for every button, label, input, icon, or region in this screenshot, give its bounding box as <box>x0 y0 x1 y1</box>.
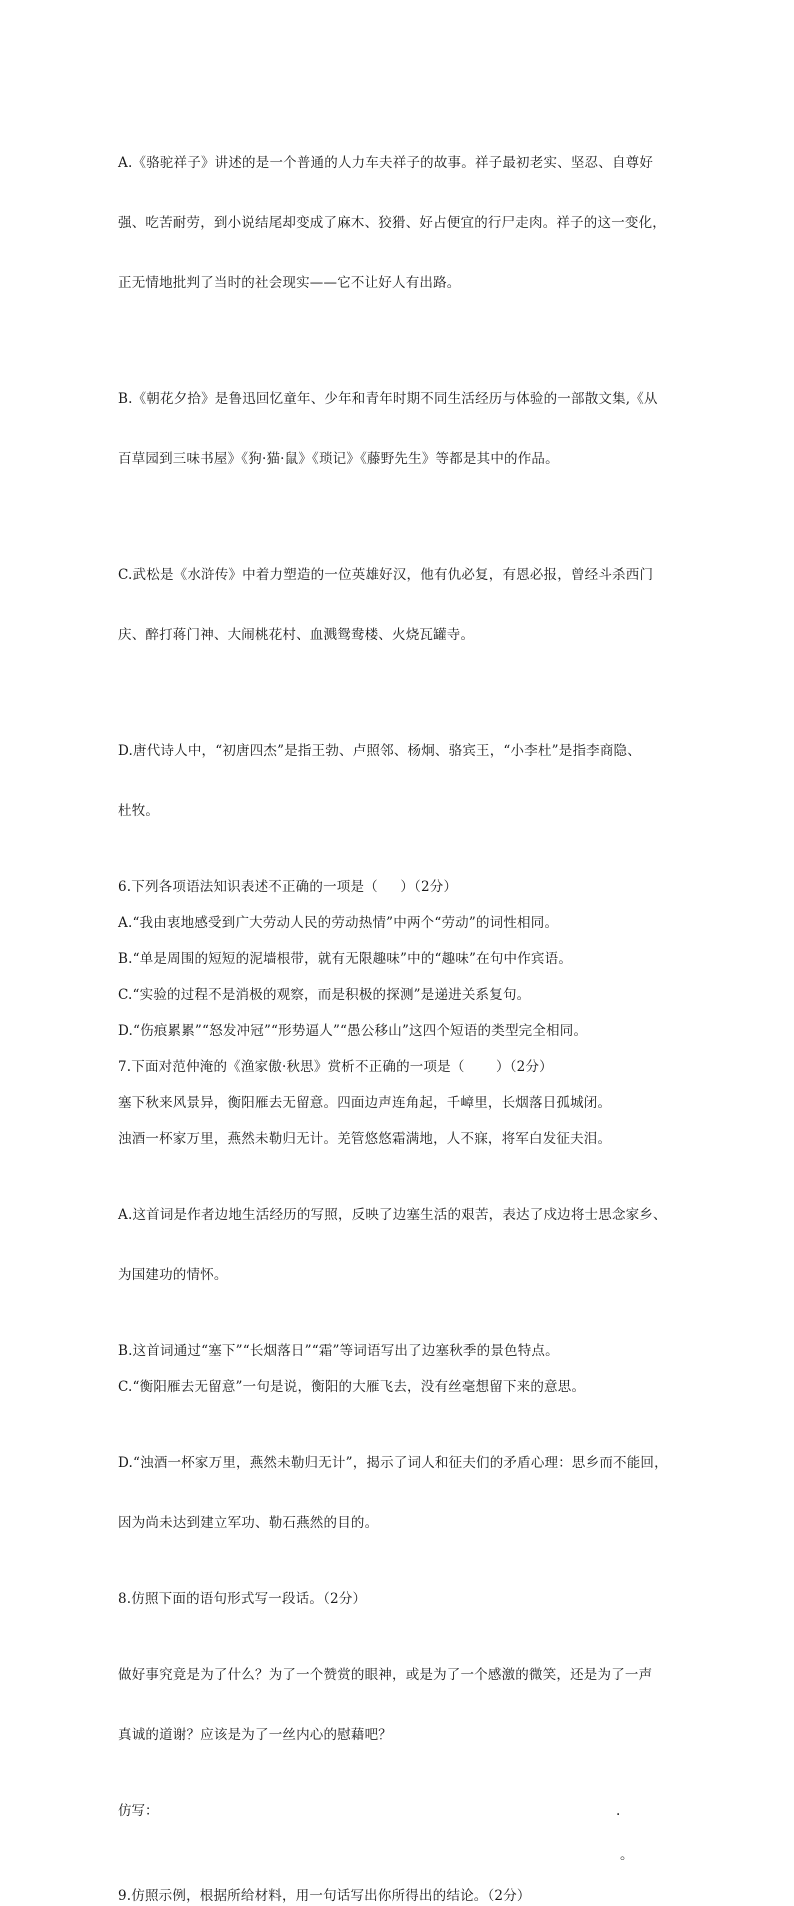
q7-poem-line-2: 浊酒一杯家万里，燕然未勒归无计。羌管悠悠霜满地，人不寐，将军白发征夫泪。 <box>118 1131 612 1147</box>
q5-option-a <box>118 113 676 333</box>
text-line: 强、吃苦耐劳，到小说结尾却变成了麻木、狡猾、好占便宜的行尸走肉。祥子的这一变化， <box>118 215 666 231</box>
text-line: C.武松是《水浒传》中着力塑造的一位英雄好汉，他有仇必复，有恩必报，曾经斗杀西门 <box>118 567 654 583</box>
q5-option-b <box>118 349 676 509</box>
q8-example <box>118 1625 676 1785</box>
q6-option-b: B.“单是周围的短短的泥墙根带，就有无限趣味”中的“趣味”在句中作宾语。 <box>118 951 573 967</box>
q8-answer-line-2 <box>118 1845 676 1865</box>
q5-option-c <box>118 525 676 685</box>
text-line: 因为尚未达到建立军功、勒石燕然的目的。 <box>118 1515 379 1531</box>
q6-stem: 6.下列各项语法知识表述不正确的一项是（ ）（2分） <box>118 879 458 895</box>
q7-option-b: B.这首词通过“塞下”“长烟落日”“霜”等词语写出了边塞秋季的景色特点。 <box>118 1343 559 1359</box>
text-line: 为国建功的情怀。 <box>118 1267 228 1283</box>
q6-option-a: A.“我由衷地感受到广大劳动人民的劳动热情”中两个“劳动”的词性相同。 <box>118 915 559 931</box>
end-mark: 。 <box>620 1847 634 1863</box>
text-line: 做好事究竟是为了什么？为了一个赞赏的眼神，或是为了一个感激的微笑，还是为了一声 <box>118 1667 653 1683</box>
q7-poem-line-1: 塞下秋来风景异，衡阳雁去无留意。四面边声连角起，千嶂里，长烟落日孤城闭。 <box>118 1095 612 1111</box>
text-line: B.《朝花夕拾》是鲁迅回忆童年、少年和青年时期不同生活经历与体验的一部散文集,《从 <box>118 391 658 407</box>
q5-option-d <box>118 701 676 861</box>
q7-stem: 7.下面对范仲淹的《渔家傲·秋思》赏析不正确的一项是（ ）（2分） <box>118 1059 553 1075</box>
text-line: A.这首词是作者边地生活经历的写照，反映了边塞生活的艰苦，表达了戍边将士思念家乡、 <box>118 1207 667 1223</box>
text-line: 百草园到三味书屋》《狗·猫·鼠》《琐记》《藤野先生》等都是其中的作品。 <box>118 451 559 467</box>
text-line: D.唐代诗人中，“初唐四杰”是指王勃、卢照邻、杨炯、骆宾王，“小李杜”是指李商隐、 <box>118 743 641 759</box>
text-line: D.“浊酒一杯家万里，燕然未勒归无计”，揭示了词人和征夫们的矛盾心理：思乡而不能回， <box>118 1455 668 1471</box>
q7-option-a <box>118 1165 676 1325</box>
q7-option-c: C.“衡阳雁去无留意”一句是说，衡阳的大雁飞去，没有丝毫想留下来的意思。 <box>118 1379 586 1395</box>
q8-label: 仿写： <box>118 1803 159 1819</box>
text-line: A.《骆驼祥子》讲述的是一个普通的人力车夫祥子的故事。祥子最初老实、坚忍、自尊好 <box>118 155 654 171</box>
text-line: 杜牧。 <box>118 803 160 819</box>
text-line: 正无情地批判了当时的社会现实——它不让好人有出路。 <box>118 275 461 291</box>
q6-option-c: C.“实验的过程不是消极的观察，而是积极的探测”是递进关系复句。 <box>118 987 531 1003</box>
end-mark: . <box>616 1803 621 1819</box>
text-line: 庆、醉打蒋门神、大闹桃花村、血溅鸳鸯楼、火烧瓦罐寺。 <box>118 627 475 643</box>
text-line: 真诚的道谢？应该是为了一丝内心的慰藉吧？ <box>118 1727 392 1743</box>
q7-option-d <box>118 1413 676 1573</box>
q8-stem: 8.仿照下面的语句形式写一段话。（2分） <box>118 1591 367 1607</box>
q9-stem: 9.仿照示例，根据所给材料，用一句话写出你所得出的结论。（2分） <box>118 1888 531 1904</box>
q6-option-d: D.“伤痕累累”“怒发冲冠”“形势逼人”“愚公移山”这四个短语的类型完全相同。 <box>118 1023 588 1039</box>
q8-answer-line-1 <box>118 1801 676 1821</box>
